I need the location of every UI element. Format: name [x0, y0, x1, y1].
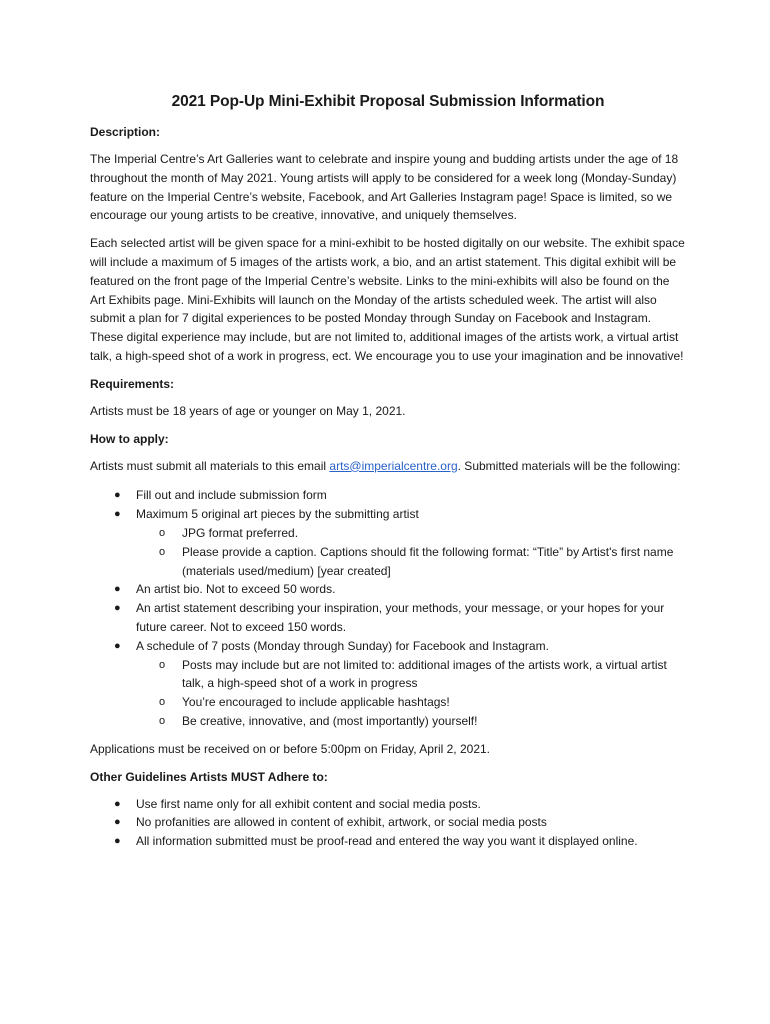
bullet-icon: ●	[114, 835, 121, 848]
intro-after-text: . Submitted materials will be the following:	[457, 458, 681, 473]
circle-bullet-icon: o	[159, 714, 166, 727]
description-heading: Description:	[90, 125, 161, 139]
how-to-apply-heading: How to apply:	[90, 431, 169, 446]
sub-list-item	[136, 543, 686, 581]
description-paragraph-1: The Imperial Centre’s Art Galleries want to celebrate and inspire young and budding artists under the age of 18 throughout the month of May 2021. Young artists will apply to be considered for a week long (Monday-Sunday) feature on the Imperial Centre’s website, Facebook, and Art Galleries Instagram page! Space is limited, so we encourage our young artists to be creative, innovative, and uniquely themselves.	[90, 152, 679, 223]
description-paragraph-2: Each selected artist will be given space for a mini-exhibit to be hosted digitally on our website. The exhibit space will include a maximum of 5 images of the artists work, a bio, and an artist statement. This digital exhibit will be featured on the front page of the Imperial Centre’s website. Links to the mini-exhibits will also be found on the Art Exhibits page. Mini-Exhibits will launch on the Monday of the artists scheduled week. The artist will also submit a plan for 7 digital experiences to be posted Monday through Sunday on Facebook and Instagram. These digital experience may include, but are not limited to, additional images of the artists work, a virtual artist talk, a high-speed shot of a work in progress, ect. We encourage you to use your imagination and be innovative!	[90, 236, 685, 363]
sub-list	[136, 656, 686, 731]
sub-list-item	[136, 712, 686, 731]
circle-bullet-icon: o	[159, 545, 166, 558]
sub-list	[136, 524, 686, 580]
submission-materials-list	[90, 486, 686, 730]
requirements-heading: Requirements:	[90, 376, 175, 391]
list-item-text: An artist bio. Not to exceed 50 words.	[136, 582, 336, 597]
email-link[interactable]: arts@imperialcentre.org	[329, 458, 458, 473]
list-item	[90, 505, 686, 580]
deadline-text: Applications must be received on or before 5:00pm on Friday, April 2, 2021.	[90, 741, 491, 756]
bullet-icon: ●	[114, 508, 121, 521]
bullet-icon: ●	[114, 489, 121, 502]
list-item	[90, 599, 686, 637]
list-item	[90, 637, 686, 731]
list-item	[90, 795, 686, 814]
bullet-icon: ●	[114, 797, 121, 810]
list-item-text: All information submitted must be proof-read and entered the way you want it displayed online.	[136, 834, 638, 849]
requirements-text: Artists must be 18 years of age or younger on May 1, 2021.	[90, 403, 406, 418]
list-item-text: A schedule of 7 posts (Monday through Sunday) for Facebook and Instagram.	[136, 638, 549, 653]
sub-list-item	[136, 693, 686, 712]
bullet-icon: ●	[114, 639, 121, 652]
guidelines-list	[90, 795, 686, 851]
list-item	[90, 813, 686, 832]
bullet-icon: ●	[114, 583, 121, 596]
sub-list-item-text: You’re encouraged to include applicable hashtags!	[182, 695, 450, 710]
sub-list-item-text: Please provide a caption. Captions should fit the following format: “Title” by Artist's first name (materials used/medium) [year created]	[182, 544, 674, 578]
page-title: 2021 Pop-Up Mini-Exhibit Proposal Submission Information	[171, 93, 605, 110]
list-item-text: Fill out and include submission form	[136, 488, 327, 503]
bullet-icon: ●	[114, 816, 121, 829]
list-item-text: No profanities are allowed in content of exhibit, artwork, or social media posts	[136, 815, 547, 830]
circle-bullet-icon: o	[159, 526, 166, 539]
sub-list-item-text: Be creative, innovative, and (most importantly) yourself!	[182, 713, 478, 728]
list-item	[90, 486, 686, 505]
sub-list-item-text: JPG format preferred.	[182, 525, 299, 540]
circle-bullet-icon: o	[159, 658, 166, 671]
list-item	[90, 580, 686, 599]
intro-before-text: Artists must submit all materials to this email	[90, 458, 330, 473]
guidelines-heading: Other Guidelines Artists MUST Adhere to:	[90, 769, 328, 784]
list-item	[90, 832, 686, 851]
sub-list-item-text: Posts may include but are not limited to: additional images of the artists work, a virtual artist talk, a high-speed shot of a work in progress	[182, 657, 667, 691]
document-page	[90, 93, 686, 860]
how-to-apply-intro	[90, 457, 686, 476]
list-item-text: Use first name only for all exhibit content and social media posts.	[136, 796, 481, 811]
sub-list-item	[136, 656, 686, 694]
list-item-text: Maximum 5 original art pieces by the submitting artist	[136, 507, 419, 522]
sub-list-item	[136, 524, 686, 543]
list-item-text: An artist statement describing your inspiration, your methods, your message, or your hopes for your future career. Not to exceed 150 words.	[136, 601, 665, 634]
bullet-icon: ●	[114, 602, 121, 615]
circle-bullet-icon: o	[159, 696, 166, 709]
